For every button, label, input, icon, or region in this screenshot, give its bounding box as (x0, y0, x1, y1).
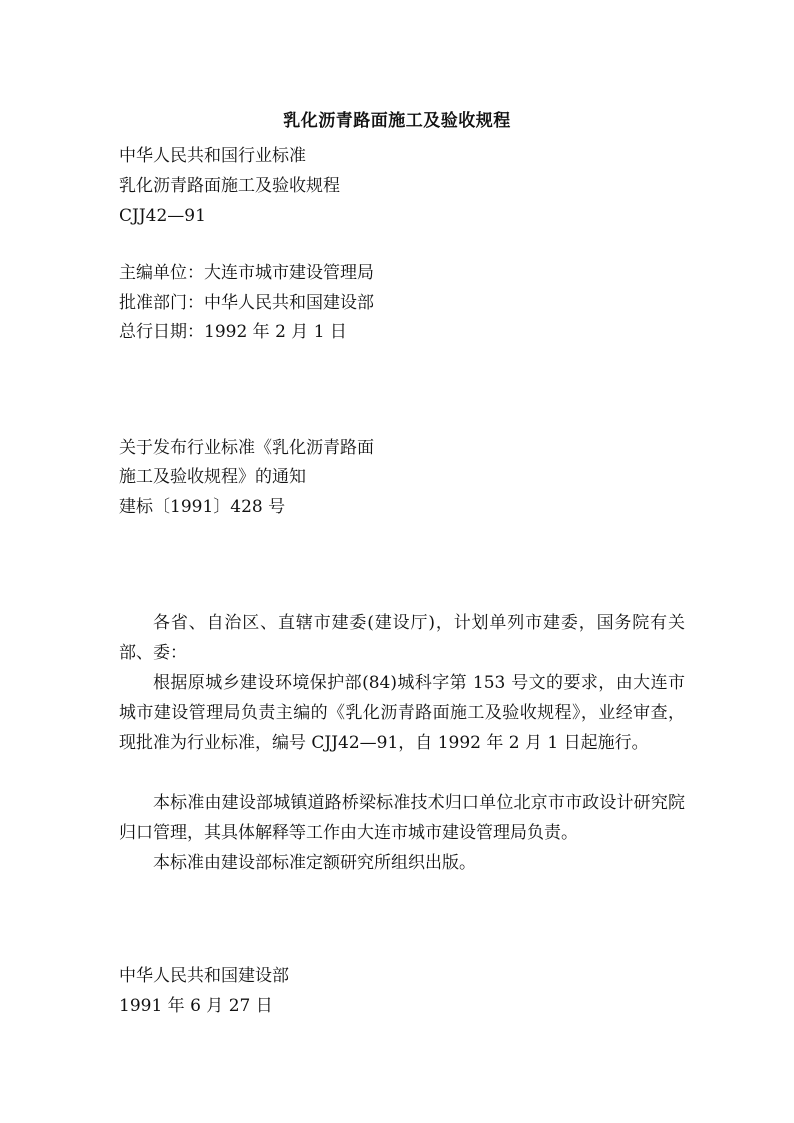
body-paragraph-publishing: 本标准由建设部标准定额研究所组织出版。 (153, 853, 476, 873)
effective-date: 总行日期：1992 年 2 月 1 日 (119, 322, 347, 342)
standard-code: CJJ42—91 (119, 206, 206, 226)
notice-doc-number: 建标〔1991〕428 号 (119, 497, 286, 517)
notice-title-line2: 施工及验收规程》的通知 (119, 467, 306, 487)
body-paragraph-addressee: 各省、自治区、直辖市建委(建设厅)，计划单列市建委，国务院有关部、委： (119, 613, 685, 663)
notice-title-line1: 关于发布行业标准《乳化沥青路面 (119, 438, 374, 458)
body-paragraph-management: 本标准由建设部城镇道路桥梁标准技术归口单位北京市市政设计研究院归口管理，其具体解释等工作由大连市城市建设管理局负责。 (119, 793, 685, 843)
editor-unit: 主编单位：大连市城市建设管理局 (119, 263, 374, 283)
body-paragraph-approval: 根据原城乡建设环境保护部(84)城科字第 153 号文的要求，由大连市城市建设管理局负责主编的《乳化沥青路面施工及验收规程》，业经审查，现批准为行业标准，编号 CJJ42—91，自 1992 年 2 月 1 日起施行。 (119, 673, 685, 753)
standard-name: 乳化沥青路面施工及验收规程 (119, 176, 340, 196)
document-title: 乳化沥青路面施工及验收规程 (283, 111, 511, 131)
approver-dept: 批准部门：中华人民共和国建设部 (119, 293, 374, 313)
signature-org: 中华人民共和国建设部 (119, 966, 289, 986)
signature-date: 1991 年 6 月 27 日 (119, 996, 273, 1016)
standard-type: 中华人民共和国行业标准 (119, 146, 306, 166)
